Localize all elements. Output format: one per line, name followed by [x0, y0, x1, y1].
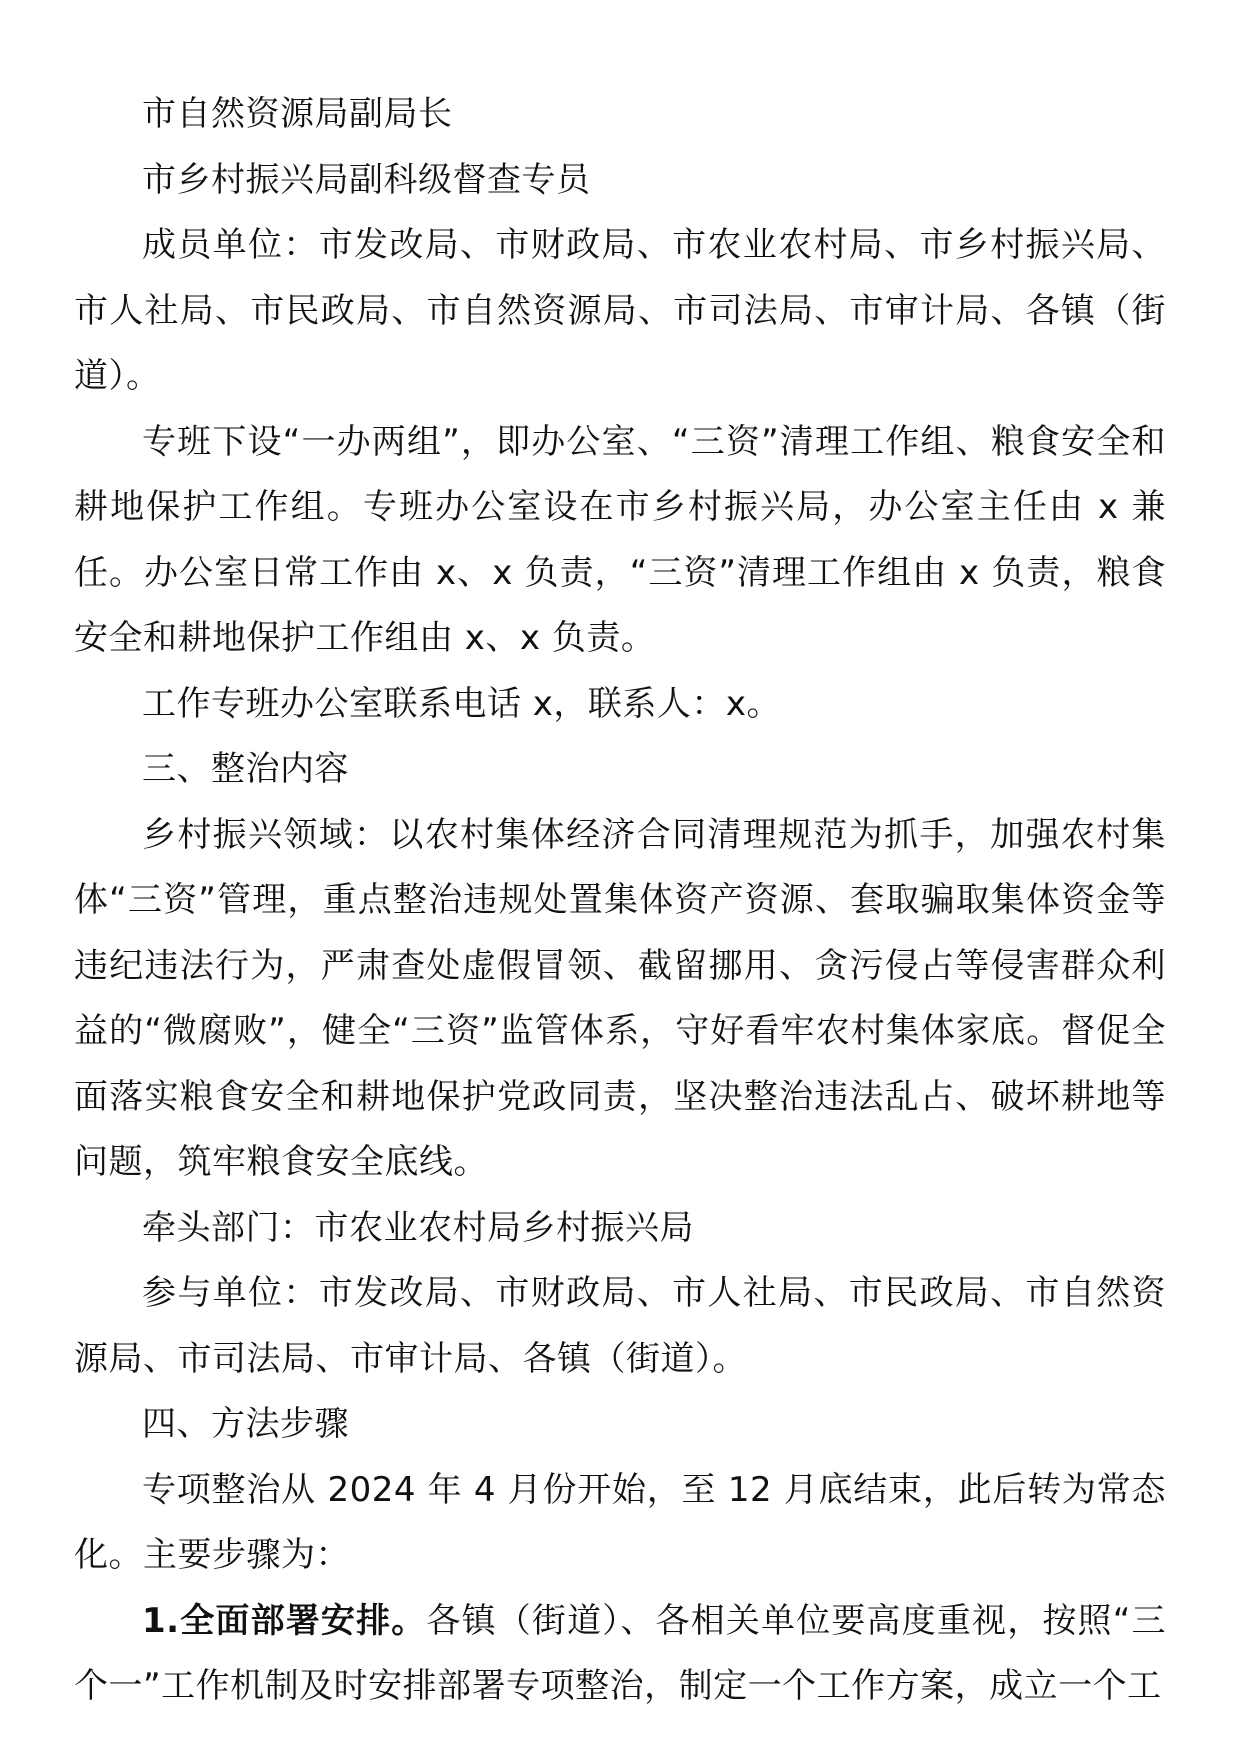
paragraph-member-units: 成员单位：市发改局、市财政局、市农业农村局、市乡村振兴局、市人社局、市民政局、市自然资源局、市司法局、市审计局、各镇（街道）。: [74, 225, 1166, 396]
paragraph-office-and-groups: 专班下设“一办两组”，即办公室、“三资”清理工作组、粮食安全和耕地保护工作组。专班办公室设在市乡村振兴局，办公室主任由 x 兼任。办公室日常工作由 x、x 负责，“三资”清理工作组由 x 负责，粮食安全和耕地保护工作组由 x、x 负责。: [74, 421, 1166, 658]
paragraph-rural-revitalization-field: 乡村振兴领域：以农村集体经济合同清理规范为抓手，加强农村集体“三资”管理，重点整治违规处置集体资产资源、套取骗取集体资金等违纪违法行为，严肃查处虚假冒领、截留挪用、贪污侵占等侵害群众利益的“微腐败”，健全“三资”监管体系，守好看牢农村集体家底。督促全面落实粮食安全和耕地保护党政同责，坚决整治违法乱占、破坏耕地等问题，筑牢粮食安全底线。: [74, 814, 1166, 1182]
document-page: [74, 82, 1166, 1720]
step-one-text: 各镇（街道）、各相关单位要高度重视，按照“三个一”工作机制及时安排部署专项整治，制定一个工作方案，成立一个工: [74, 1600, 1166, 1706]
paragraph-lead-department: 牵头部门：市农业农村局乡村振兴局: [142, 1207, 694, 1248]
section-heading-methods-steps: 四、方法步骤: [142, 1404, 349, 1444]
paragraph-deputy-director-natural-resources: 市自然资源局副局长: [142, 94, 453, 134]
paragraph-contact-info: 工作专班办公室联系电话 x，联系人：x。: [142, 683, 782, 724]
paragraph-participating-units: 参与单位：市发改局、市财政局、市人社局、市民政局、市自然资源局、市司法局、市审计局、各镇（街道）。: [74, 1273, 1166, 1379]
section-heading-rectification-content: 三、整治内容: [142, 749, 349, 789]
paragraph-rural-revitalization-inspector: 市乡村振兴局副科级督查专员: [142, 159, 591, 200]
step-one-lead: 1.全面部署安排。: [142, 1600, 427, 1641]
paragraph-schedule: 专项整治从 2024 年 4 月份开始，至 12 月底结束，此后转为常态化。主要步骤为：: [74, 1469, 1166, 1575]
paragraph-step-one: [74, 1589, 1166, 1720]
